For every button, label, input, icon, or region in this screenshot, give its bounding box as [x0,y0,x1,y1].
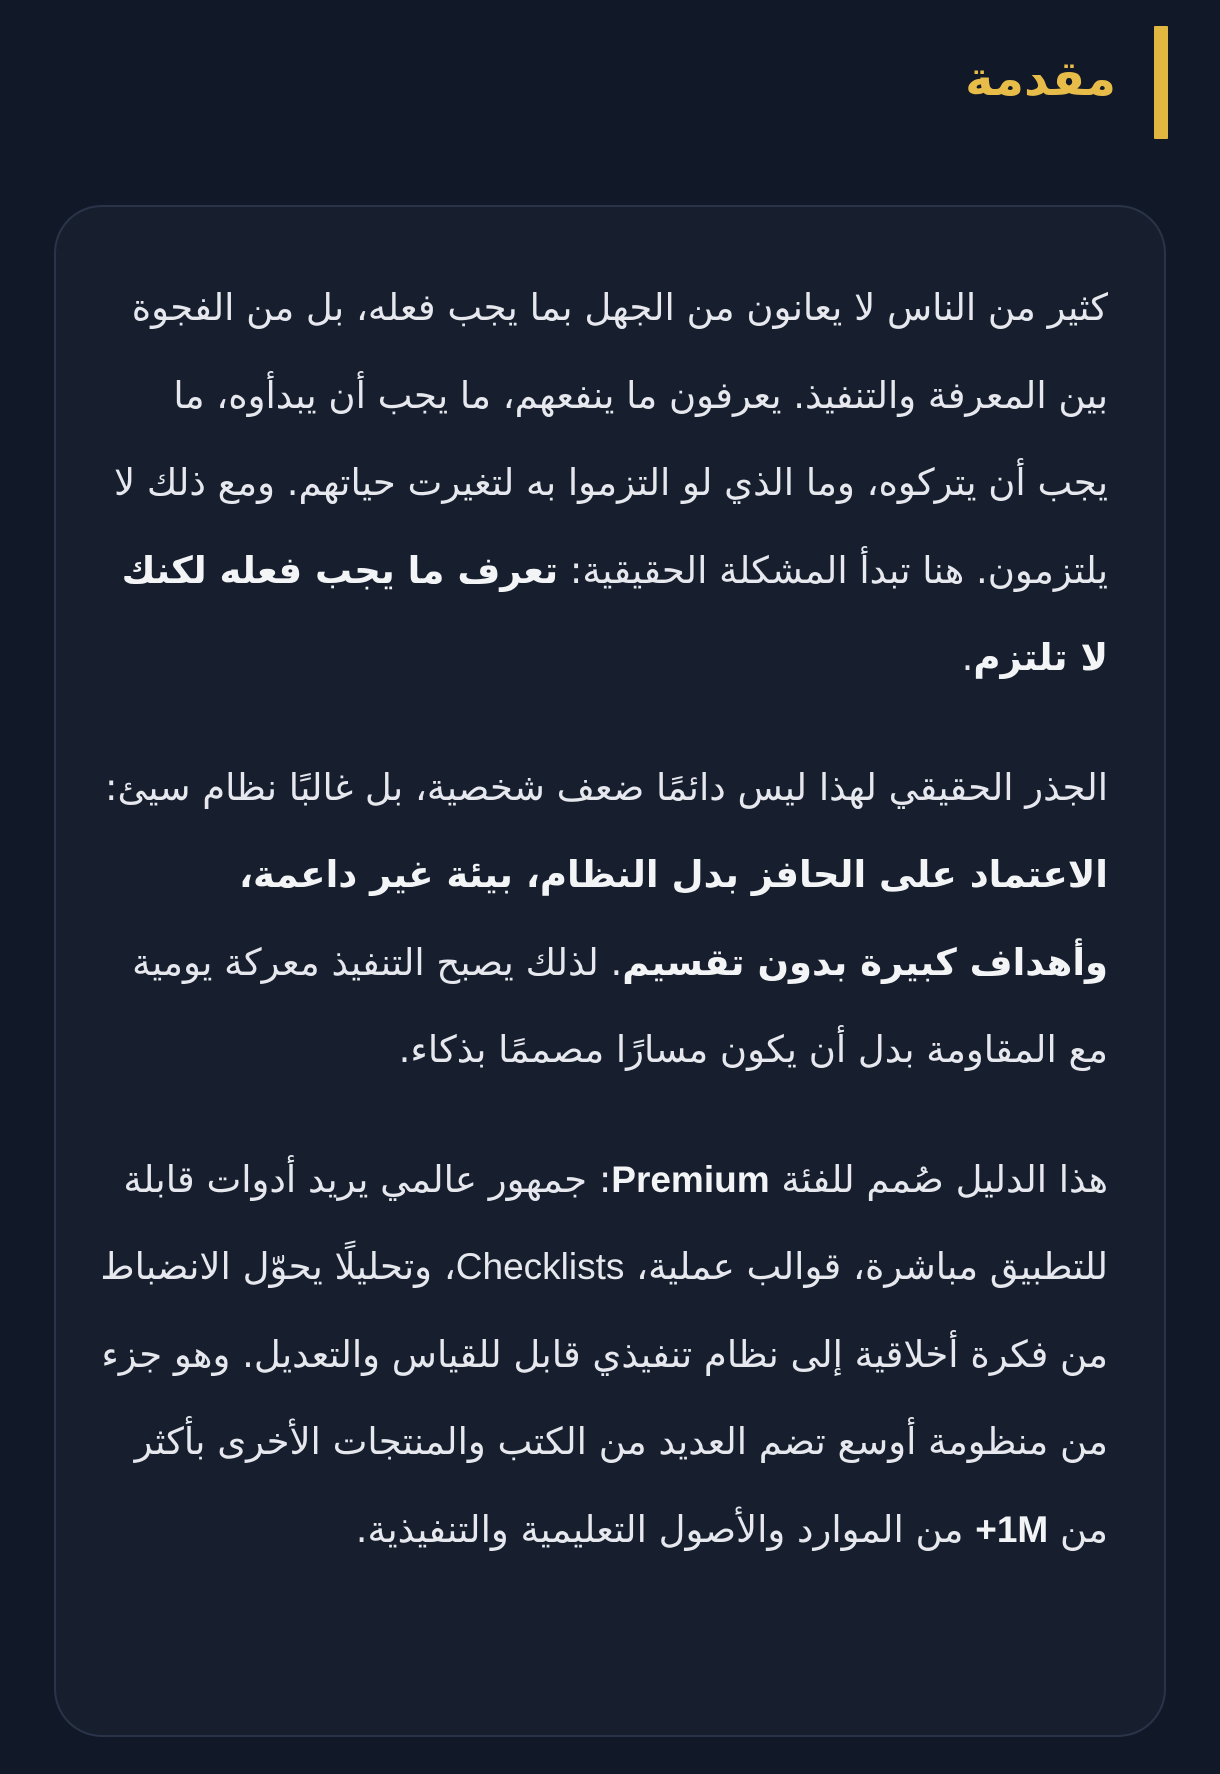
resource-count: 1M+ [975,1508,1049,1550]
paragraph-1-emphasis: تعرف ما يجب فعله لكنك لا تلتزم [121,548,1108,679]
paragraph-3-text: هذا الدليل صُمم للفئة [769,1157,1108,1201]
paragraph-2-emphasis: الاعتماد على الحافز بدل النظام، بيئة غير داعمة، وأهداف كبيرة بدون تقسيم [239,853,1108,984]
section-header [965,26,1168,139]
paragraph-1 [100,264,1108,702]
section-accent-bar [1154,26,1168,139]
intro-card-body [100,264,1108,1615]
paragraph-2-text: الجذر الحقيقي لهذا ليس دائمًا ضعف شخصية، بل غالبًا نظام سيئ: [104,765,1108,809]
paragraph-2 [100,744,1108,1094]
paragraph-2-end: . لذلك يصبح التنفيذ معركة يومية مع المقاومة بدل أن يكون مسارًا مصممًا بذكاء. [132,940,1108,1071]
paragraph-3 [100,1136,1108,1574]
section-title: مقدمة [965,50,1116,107]
paragraph-3-text-3: ، وتحليلًا يحوّل الانضباط من فكرة أخلاقية إلى نظام تنفيذي قابل للقياس والتعديل. وهو جزء من منظومة أوسع تضم العديد من الكتب والمنتجات الأخرى بأكثر من [100,1245,1108,1551]
paragraph-1-end: . [961,636,974,679]
paragraph-3-end: من الموارد والأصول التعليمية والتنفيذية. [355,1507,976,1551]
checklists-label: Checklists [455,1246,625,1287]
premium-label: Premium [611,1158,770,1200]
paragraph-3-text-2: : جمهور عالمي يريد أدوات قابلة للتطبيق مباشرة، قوالب عملية، [123,1157,1108,1288]
paragraph-1-text: كثير من الناس لا يعانون من الجهل بما يجب فعله، بل من الفجوة بين المعرفة والتنفيذ. يعرفون ما ينفعهم، ما يجب أن يبدأوه، ما يجب أن يتركوه، وما الذي لو التزموا به لتغيرت حياتهم. ومع ذلك لا يلتزمون. هنا تبدأ المشكلة الحقيقية: [114,286,1108,592]
